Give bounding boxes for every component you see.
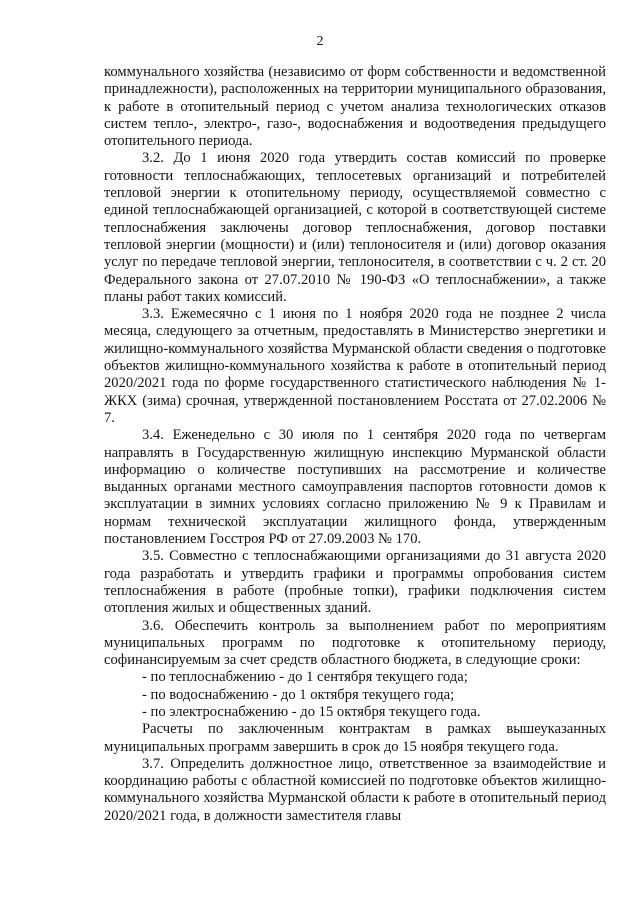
paragraph-3-5: 3.5. Совместно с теплоснабжающими организациями до 31 августа 2020 года разработать и утвердить графики и программы опробования систем теплоснабжения в работе (пробные топки), графики подключения систем отопления жилых и общественных зданий.: [104, 548, 606, 617]
paragraph-settlements: Расчеты по заключенным контрактам в рамках вышеуказанных муниципальных программ завершить в срок до 15 ноября текущего года.: [104, 721, 606, 755]
page-number: 2: [316, 34, 324, 49]
deadline-water-supply: - по водоснабжению - до 1 октября текущего года;: [142, 686, 455, 703]
paragraph-3-6: 3.6. Обеспечить контроль за выполнением работ по мероприятиям муниципальных программ по подготовке к отопительному периоду, софинансируемым за счет средств областного бюджета, в следующие сроки:: [104, 617, 606, 669]
deadline-power-supply: - по электроснабжению - до 15 октября текущего года.: [142, 703, 481, 720]
paragraph-3-3: 3.3. Ежемесячно с 1 июня по 1 ноября 2020 года не позднее 2 числа месяца, следующего за отчетным, предоставлять в Министерство энергетики и жилищно-коммунального хозяйства Мурманской области сведения о подготовке объектов жилищно-коммунального хозяйства к работе в отопительный период 2020/2021 года по форме государственного статистического наблюдения № 1-ЖКХ (зима) срочная, утвержденной постановлением Росстата от 27.02.2006 № 7.: [104, 306, 606, 426]
paragraph-3-2: 3.2. До 1 июня 2020 года утвердить состав комиссий по проверке готовности теплоснабжающих, теплосетевых организаций и потребителей тепловой энергии к отопительному периоду, осуществляемой совместно с единой теплоснабжающей организацией, с которой в соответствующей системе теплоснабжения заключены договор теплоснабжения, договор поставки тепловой энергии (мощности) и (или) теплоносителя и (или) договор оказания услуг по передаче тепловой энергии, теплоносителя, в соответствии с ч. 2 ст. 20 Федерального закона от 27.07.2010 № 190-ФЗ «О теплоснабжении», а также планы работ таких комиссий.: [104, 150, 606, 305]
deadline-list: [104, 669, 606, 721]
paragraph-3-7: 3.7. Определить должностное лицо, ответственное за взаимодействие и координацию работы с областной комиссией по подготовке объектов жилищно-коммунального хозяйства Мурманской области к работе в отопительный период 2020/2021 года, в должности заместителя главы: [104, 755, 606, 824]
paragraph-continued: коммунального хозяйства (независимо от форм собственности и ведомственной принадлежности), расположенных на территории муниципального образования, к работе в отопительный период с учетом анализа технологических отказов систем тепло-, электро-, газо-, водоснабжения и водоотведения предыдущего отопительного периода.: [104, 64, 606, 150]
paragraph-3-4: 3.4. Еженедельно с 30 июля по 1 сентября 2020 года по четвергам направлять в Государственную жилищную инспекцию Мурманской области информацию о количестве поступивших на рассмотрение и количестве выданных органами местного самоуправления паспортов готовности домов к эксплуатации в зимних условиях согласно приложению № 9 к Правилам и нормам технической эксплуатации жилищного фонда, утвержденным постановлением Госстроя РФ от 27.09.2003 № 170.: [104, 427, 606, 548]
document-body: [104, 64, 606, 825]
deadline-heat-supply: - по теплоснабжению - до 1 сентября текущего года;: [142, 669, 468, 686]
